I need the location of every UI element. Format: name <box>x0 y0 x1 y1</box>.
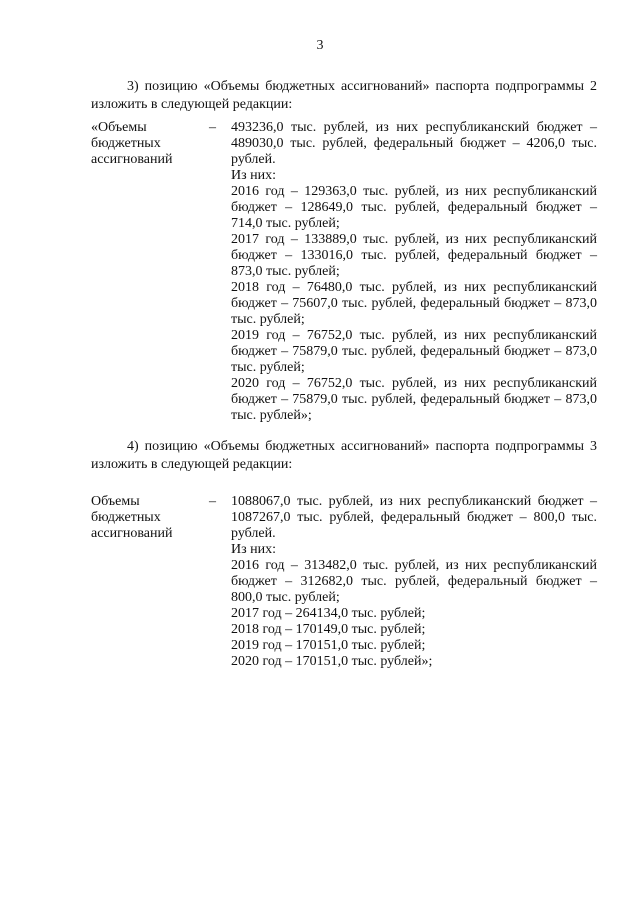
section-2-body <box>231 494 597 670</box>
year-breakdown: 2020 год – 76752,0 тыс. рублей, из них республиканский бюджет – 75879,0 тыс. рублей, федеральный бюджет – 873,0 тыс. рублей»; <box>231 376 597 423</box>
year-breakdown: 2019 год – 170151,0 тыс. рублей; <box>231 638 426 653</box>
label-line: ассигнований <box>91 152 173 167</box>
total-amount: 1088067,0 тыс. рублей, из них республиканский бюджет – 1087267,0 тыс. рублей, федеральный бюджет – 800,0 тыс. рублей. <box>231 494 597 541</box>
section-2-intro: 4) позицию «Объемы бюджетных ассигнований» паспорта подпрограммы 3 изложить в следующей редакции: <box>91 439 597 472</box>
label-line: Объемы <box>91 494 140 509</box>
year-breakdown: 2020 год – 170151,0 тыс. рублей»; <box>231 654 433 669</box>
year-breakdown: 2017 год – 133889,0 тыс. рублей, из них республиканский бюджет – 133016,0 тыс. рублей, федеральный бюджет – 873,0 тыс. рублей; <box>231 232 597 279</box>
label-line: бюджетных <box>91 136 161 151</box>
year-breakdown: 2018 год – 76480,0 тыс. рублей, из них республиканский бюджет – 75607,0 тыс. рублей, федеральный бюджет – 873,0 тыс. рублей; <box>231 280 597 327</box>
section-1-label <box>91 120 201 168</box>
label-line: ассигнований <box>91 526 173 541</box>
dash-separator: – <box>209 120 216 135</box>
year-breakdown: 2016 год – 313482,0 тыс. рублей, из них республиканский бюджет – 312682,0 тыс. рублей, федеральный бюджет – 800,0 тыс. рублей; <box>231 558 597 605</box>
total-amount: 493236,0 тыс. рублей, из них республиканский бюджет – 489030,0 тыс. рублей, федеральный бюджет – 4206,0 тыс. рублей. <box>231 120 597 167</box>
section-1-intro: 3) позицию «Объемы бюджетных ассигнований» паспорта подпрограммы 2 изложить в следующей редакции: <box>91 79 597 112</box>
dash-separator: – <box>209 494 216 509</box>
section-1-body <box>231 120 597 424</box>
from-them-label: Из них: <box>231 168 277 183</box>
year-breakdown: 2016 год – 129363,0 тыс. рублей, из них республиканский бюджет – 128649,0 тыс. рублей, федеральный бюджет – 714,0 тыс. рублей; <box>231 184 597 231</box>
year-breakdown: 2019 год – 76752,0 тыс. рублей, из них республиканский бюджет – 75879,0 тыс. рублей, федеральный бюджет – 873,0 тыс. рублей; <box>231 328 597 375</box>
label-line: «Объемы <box>91 120 147 135</box>
label-line: бюджетных <box>91 510 161 525</box>
from-them-label: Из них: <box>231 542 277 557</box>
section-2-label <box>91 494 201 542</box>
year-breakdown: 2018 год – 170149,0 тыс. рублей; <box>231 622 426 637</box>
page-number: 3 <box>316 38 324 53</box>
year-breakdown: 2017 год – 264134,0 тыс. рублей; <box>231 606 426 621</box>
